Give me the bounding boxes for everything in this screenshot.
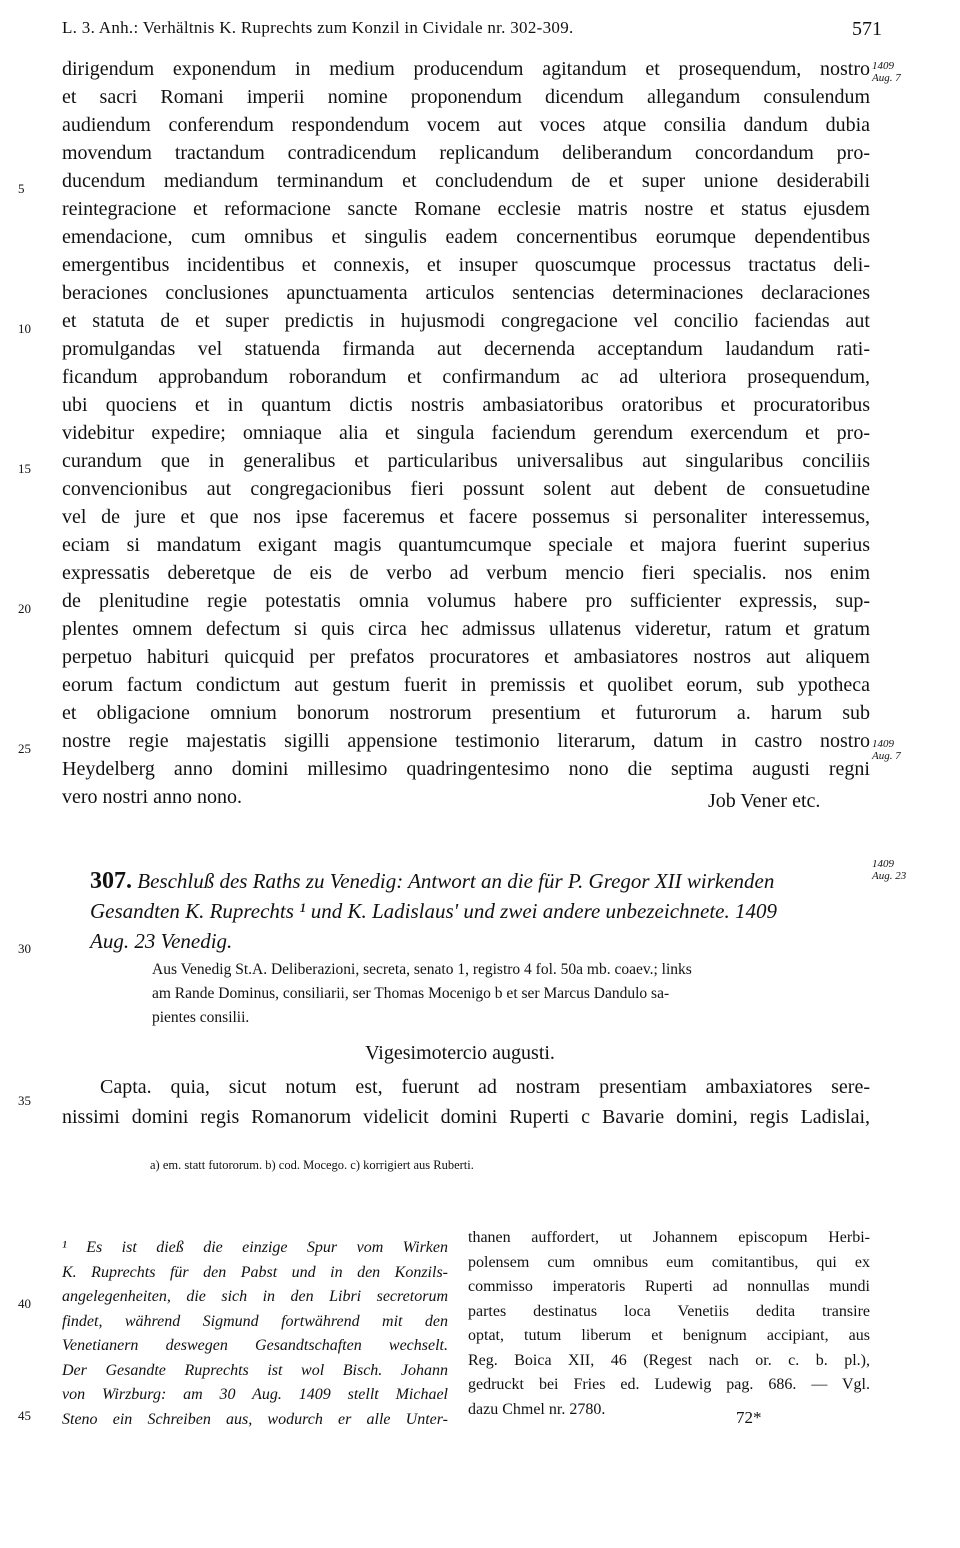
sheet-signature: 72* <box>736 1408 762 1427</box>
footnote-line: von Wirzburg: am 30 Aug. 1409 stellt Michael <box>62 1386 448 1403</box>
footnote-line: ¹ Es ist dieß die einzige Spur vom Wirken <box>62 1239 448 1256</box>
page-number: 571 <box>852 18 882 40</box>
body-line: dirigendum exponendum in medium producendum agitandum et prosequendum, nostro <box>62 58 870 80</box>
body-line: promulgandas vel statuenda firmanda aut decernenda acceptandum laudandum rati- <box>62 338 870 360</box>
body-line: curandum que in generalibus et particularibus universalibus aut singularibus conciliis <box>62 450 870 472</box>
line-number: 45 <box>18 1408 31 1423</box>
footnote-line: polensem cum omnibus eum comitantibus, qui ex <box>468 1253 870 1271</box>
body-line: emergentibus incidentibus et connexis, et insuper quoscumque processus tractatus deli- <box>62 254 870 276</box>
body-line: ubi quociens et in quantum dictis nostris ambasiatoribus oratoribus et procuratoribus <box>62 394 870 416</box>
body-line: et sacri Romani imperii nomine proponendum dicendum allegandum consulendum <box>62 86 870 108</box>
body-line: Heydelberg anno domini millesimo quadringentesimo nono die septima augusti regni <box>62 758 870 780</box>
margin-note-date-bottom <box>872 738 901 762</box>
source-note <box>152 958 870 1030</box>
footnote-line: Reg. Boica XII, 46 (Regest nach or. c. b. pl.), <box>468 1351 870 1369</box>
footnote-line: Venetianern deswegen Gesandtschaften wechselt. <box>62 1337 448 1354</box>
body-line: beraciones conclusiones apunctuamenta articulos sentencias determinaciones declaraciones <box>62 282 870 304</box>
section-title: Vigesimotercio augusti. <box>365 1042 555 1064</box>
line-number: 30 <box>18 941 31 956</box>
body-line: ficandum approbandum roborandum et confirmandum ac ad ulteriora prosequendum, <box>62 366 870 388</box>
line-number: 40 <box>18 1296 31 1311</box>
footnote-line: gedruckt bei Fries ed. Ludewig pag. 686. — Vgl. <box>468 1376 870 1393</box>
body-line: expressatis deberetque de eis de verbo ad verbum mencio fieri specialis. nos enim <box>62 562 870 584</box>
body-line: perpetuo habituri quicquid per prefatos procuratores et ambasiatores nostros aut aliquem <box>62 646 870 668</box>
footnote-line: Der Gesandte Ruprechts ist wol Bisch. Johann <box>62 1361 448 1379</box>
body-line: plentes omnem defectum si quis circa hec admissus ullatenus videretur, ratum et gratum <box>62 618 870 640</box>
body-line: eorum factum condictum aut gestum fuerit in premissis et quolibet eorum, sub ypotheca <box>62 674 870 696</box>
margin-note-year: 1409 <box>872 60 894 72</box>
body-line: eciam si mandatum exigant magis quantumcumque speciale et majora fuerint superius <box>62 534 870 556</box>
footnote-line: K. Ruprechts für den Pabst und in den Konzils- <box>62 1263 448 1281</box>
source-line: Aus Venedig St.A. Deliberazioni, secreta, senato 1, registro 4 fol. 50a mb. coaev.; links <box>152 961 692 978</box>
critical-apparatus: a) em. statt futororum. b) cod. Mocego. c) korrigiert aus Ruberti. <box>150 1158 474 1172</box>
footnote-line: findet, während Sigmund fortwährend mit den <box>62 1312 448 1330</box>
document-text-line: nissimi domini regis Romanorum videlicit domini Ruperti c Bavarie domini, regis Ladislai, <box>62 1106 870 1128</box>
margin-note-date-top <box>872 60 901 84</box>
source-line: pientes consilii. <box>152 1009 250 1026</box>
body-line: reintegracione et reformacione sancte Romane ecclesie matris nostre et status ejusdem <box>62 198 870 220</box>
line-number: 10 <box>18 321 31 336</box>
body-line: ducendum mediandum terminandum et concludendum de et super unione desiderabili <box>62 170 870 192</box>
body-line: vel de jure et que nos ipse faceremus et facere possemus si personaliter interessemus, <box>62 506 870 528</box>
running-header <box>62 18 882 46</box>
margin-note-year: 1409 <box>872 738 894 750</box>
margin-note-year: 1409 <box>872 858 894 870</box>
footnote-left-column <box>62 1236 448 1432</box>
margin-note-date-doc <box>872 858 906 882</box>
footnote-line: optat, tutum liberum et benignum accipiant, aus <box>468 1327 870 1344</box>
line-number: 35 <box>18 1093 31 1108</box>
line-number: 15 <box>18 461 31 476</box>
margin-note-day: Aug. 23 <box>872 870 907 882</box>
footnote-line: angelegenheiten, die sich in den Libri secretorum <box>62 1288 448 1305</box>
document-heading <box>90 866 870 956</box>
footnote-line: partes destinatus loca Venetiis dedita transire <box>468 1302 870 1320</box>
document-title-line: Aug. 23 Venedig. <box>90 929 233 953</box>
line-number: 20 <box>18 601 31 616</box>
signature: Job Vener etc. <box>708 790 821 812</box>
document-text-line: Capta. quia, sicut notum est, fuerunt ad nostram presentiam ambaxiatores sere- <box>100 1076 870 1098</box>
body-line: videbitur expedire; omniaque alia et singula faciendum gerendum exercendum et pro- <box>62 422 870 444</box>
footnote-line: commisso imperatoris Ruperti ad nonnullas mundi <box>468 1278 870 1295</box>
document-number: 307. <box>90 868 132 894</box>
footnote-line: thanen auffordert, ut Johannem episcopum Herbi- <box>468 1229 870 1246</box>
footnote-line: dazu Chmel nr. 2780. <box>468 1400 606 1418</box>
body-line: audiendum conferendum respondendum vocem aut voces atque consilia dandum dubia <box>62 114 870 136</box>
running-head-title: L. 3. Anh.: Verhältnis K. Ruprechts zum Konzil in Cividale nr. 302-309. <box>62 18 574 37</box>
footnote-right-column <box>468 1226 870 1422</box>
footnote-line: Steno ein Schreiben aus, wodurch er alle Unter- <box>62 1410 448 1428</box>
body-line: vero nostri anno nono. <box>62 786 242 808</box>
source-line: am Rande Dominus, consiliarii, ser Thomas Mocenigo b et ser Marcus Dandulo sa- <box>152 985 670 1002</box>
line-number: 5 <box>18 181 25 196</box>
line-number: 25 <box>18 741 31 756</box>
body-line: et obligacione omnium bonorum nostrorum presentium et futurorum a. harum sub <box>62 702 870 724</box>
body-line: convencionibus aut congregacionibus fieri possunt solent aut debent de consuetudine <box>62 478 870 500</box>
body-line: movendum tractandum contradicendum replicandum deliberandum concordandum pro- <box>62 142 870 164</box>
body-line: et statuta de et super predictis in hujusmodi congregacione vel concilio faciendas aut <box>62 310 870 332</box>
margin-note-day: Aug. 7 <box>872 72 901 84</box>
margin-note-day: Aug. 7 <box>872 750 901 762</box>
document-title-line: Beschluß des Raths zu Venedig: Antwort an die für P. Gregor XII wirkenden <box>137 869 775 893</box>
body-line: de plenitudine regie potestatis omnia volumus habere pro sufficienter expressis, sup- <box>62 590 870 612</box>
body-line: emendacione, cum omnibus et singulis eadem concernentibus eorumque dependentibus <box>62 226 870 248</box>
document-title-line: Gesandten K. Ruprechts ¹ und K. Ladislaus' und zwei andere unbezeichnete. 1409 <box>90 899 777 923</box>
body-line: nostre regie majestatis sigilli appensione testimonio literarum, datum in castro nostro <box>62 730 870 752</box>
